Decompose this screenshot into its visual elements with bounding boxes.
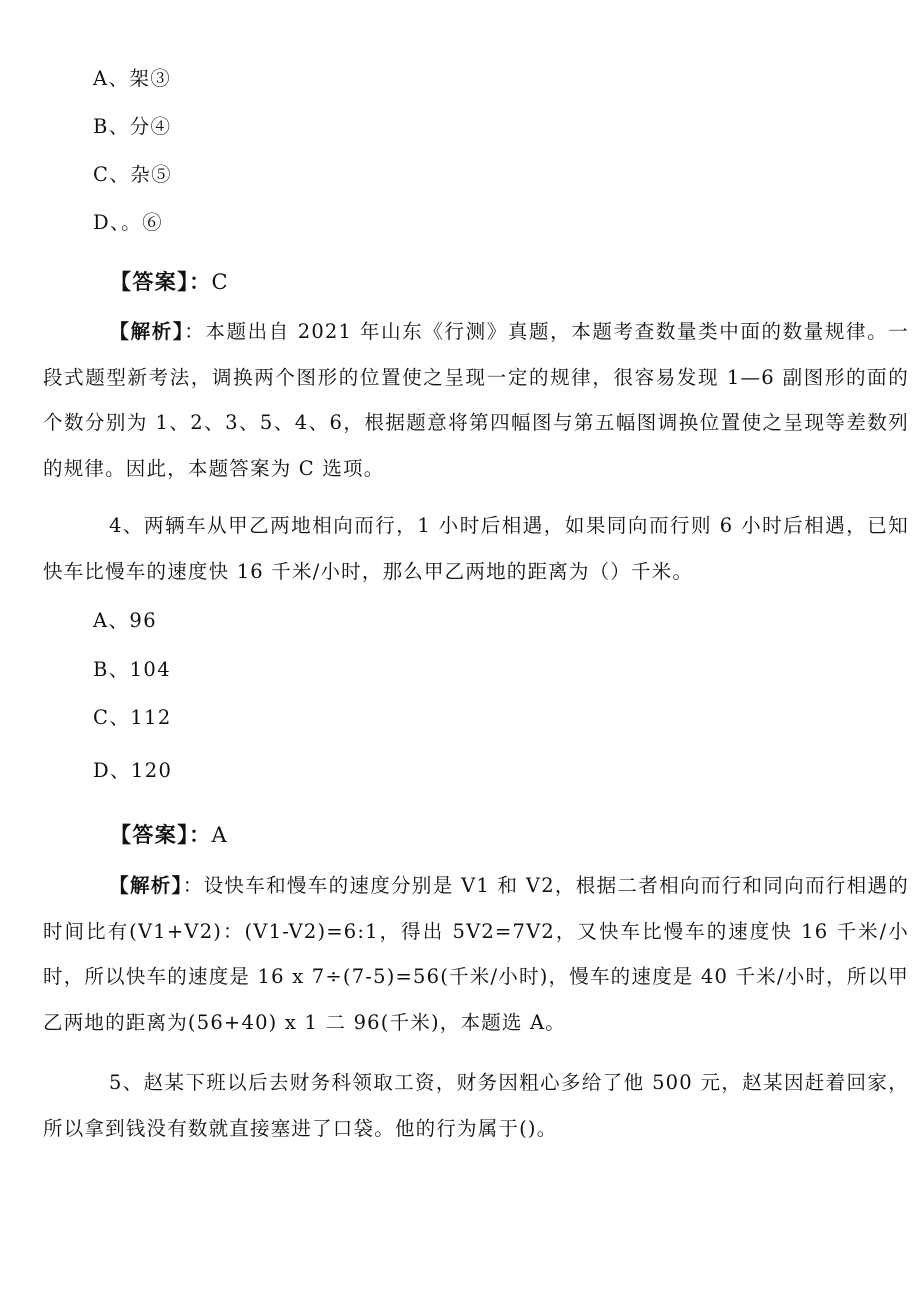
q4-analysis (43, 863, 909, 1045)
q3-analysis (43, 309, 909, 491)
q5-question (43, 1060, 909, 1151)
q4-question-text: 4、两辆车从甲乙两地相向而行，1 小时后相遇，如果同向而行则 6 小时后相遇，已知快车比慢车的速度快 16 千米/小时，那么甲乙两地的距离为（）千米。 (43, 514, 909, 583)
q5-question-text: 5、赵某下班以后去财务科领取工资，财务因粗心多给了他 500 元，赵某因赶着回家，所以拿到钱没有数就直接塞进了口袋。他的行为属于()。 (43, 1071, 909, 1140)
q3-option-c: C、杂⑤ (93, 163, 173, 186)
q4-answer (110, 821, 228, 849)
q3-analysis-text: ：本题出自 2021 年山东《行测》真题，本题考查数量类中面的数量规律。一段式题型新考法，调换两个图形的位置使之呈现一定的规律，很容易发现 1—6 副图形的面的个数分别为 1、2、3、5、4、6，根据题意将第四幅图与第五幅图调换位置使之呈现等差数列的规律。因此，本题答案为 C 选项。 (43, 320, 909, 480)
q3-analysis-label: 【解析】 (109, 320, 185, 343)
q3-answer-label: 【答案】： (110, 270, 212, 294)
q3-option-a: A、架③ (93, 67, 172, 90)
q4-option-b: B、104 (93, 658, 172, 681)
q4-option-d: D、120 (93, 759, 173, 782)
q3-answer (110, 268, 229, 296)
q4-analysis-label: 【解析】 (109, 874, 183, 897)
q4-answer-label: 【答案】： (110, 823, 212, 847)
q4-question (43, 503, 909, 594)
q3-option-d: D、。⑥ (93, 211, 163, 234)
q4-answer-value: A (211, 823, 229, 847)
q4-option-c: C、112 (93, 706, 172, 729)
q3-option-b: B、分④ (93, 115, 172, 138)
q3-answer-value: C (211, 270, 229, 294)
q4-analysis-text: ：设快车和慢车的速度分别是 V1 和 V2，根据二者相向而行和同向而行相遇的时间比有(V1+V2)：(V1-V2)=6:1，得出 5V2=7V2，又快车比慢车的速度快 16 千米/小时，所以快车的速度是 16 x 7÷(7-5)=56(千米/小时)，慢车的速度是 40 千米/小时，所以甲乙两地的距离为(56+40) x 1 二 96(千米)，本题选 A。 (43, 874, 909, 1034)
q4-option-a: A、96 (93, 609, 157, 632)
